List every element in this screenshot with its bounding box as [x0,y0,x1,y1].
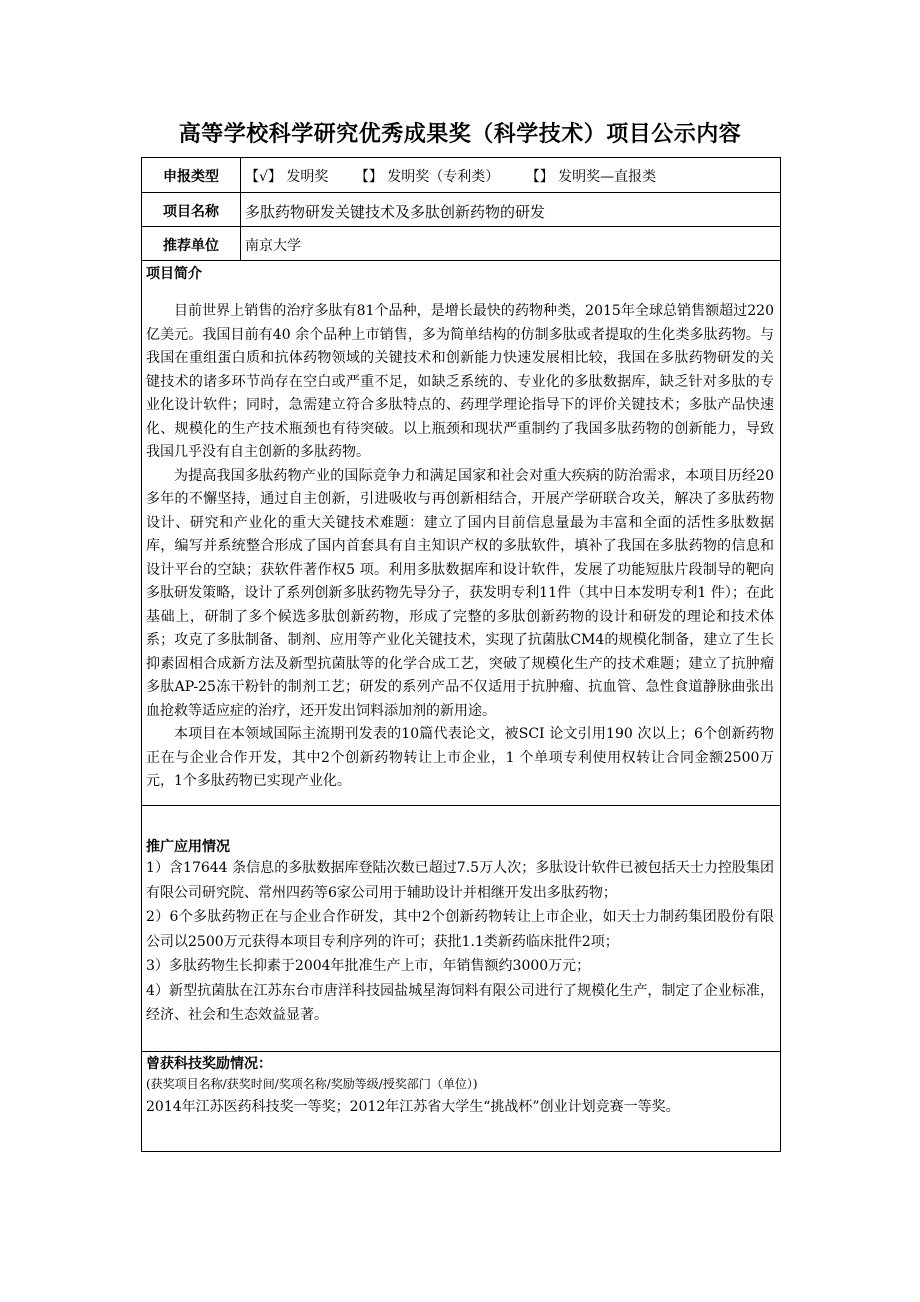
row-divider [141,1051,780,1052]
option-invention-patent[interactable]: 【】 发明奖（专利类） [354,169,500,185]
project-name-value: 多肽药物研发关键技术及多肽创新药物的研发 [245,203,546,221]
intro-heading: 项目简介 [146,266,202,282]
application-item: 3）多肽药物生长抑素于2004年批准生产上市，年销售额约3000万元； [146,958,591,974]
application-item: 1）含17644 条信息的多肽数据库登陆次数已超过7.5万人次；多肽设计软件已被包括天士力控股集团有限公司研究院、常州四药等6家公司用于辅助设计并相继开发出多肽药物； [146,860,774,901]
intro-paragraph: 目前世界上销售的治疗多肽有81个品种，是增长最快的药物种类，2015年全球总销售额超过220亿美元。我国目前有40 余个品种上市销售，多为简单结构的仿制多肽或者提取的生化类多肽药物。与我国在重组蛋白质和抗体药物领域的关键技术和创新能力快速发展相比较，我国在多肽药物研发的关键技术的诸多环节尚存在空白或严重不足，如缺乏系统的、专业化的多肽数据库，缺乏针对多肽的专业化设计软件；同时，急需建立符合多肽特点的、药理学理论指导下的评价关键技术；多肽产品快速化、规模化的生产技术瓶颈也有待突破。以上瓶颈和现状严重制约了我国多肽药物的创新能力，导致我国几乎没有自主创新的多肽药物。 [146,303,774,460]
awards-text: 2014年江苏医药科技奖一等奖；2012年江苏省大学生“挑战杯”创业计划竞赛一等奖。 [146,1099,680,1115]
recommend-unit-label: 推荐单位 [163,238,219,254]
declare-type-options [245,166,678,186]
row-divider [141,192,780,193]
row-divider [141,805,780,806]
intro-paragraph: 为提高我国多肽药物产业的国际竞争力和满足国家和社会对重大疾病的防治需求，本项目历经20多年的不懈坚持，通过自主创新，引进吸收与再创新相结合，开展产学研联合攻关，解决了多肽药物设计、研究和产业化的重大关键技术难题：建立了国内目前信息量最为丰富和全面的活性多肽数据库，编写并系统整合形成了国内首套具有自主知识产权的多肽软件，填补了我国在多肽药物的信息和设计平台的空缺；获软件著作权5 项。利用多肽数据库和设计软件，发展了功能短肽片段制导的靶向多肽研发策略，设计了系列创新多肽药物先导分子，获发明专利11件（其中日本发明专利1 件）；在此基础上，研制了多个候选多肽创新药物，形成了完整的多肽创新药物的设计和研发的理论和技术体系；攻克了多肽制备、制剂、应用等产业化关键技术，实现了抗菌肽CM4的规模化制备，建立了生长抑素固相合成新方法及新型抗菌肽等的化学合成工艺，突破了规模化生产的技术难题；建立了抗肿瘤多肽AP-25冻干粉针的制剂工艺；研发的系列产品不仅适用于抗肿瘤、抗血管、急性食道静脉曲张出血抢救等适应症的治疗，还开发出饲料添加剂的新用途。 [146,467,774,719]
awards-note: (获奖项目名称/获奖时间/奖项名称/奖励等级/授奖部门（单位）) [146,1077,478,1091]
intro-paragraph: 本项目在本领域国际主流期刊发表的10篇代表论文，被SCI 论文引用190 次以上；6个创新药物正在与企业合作开发，其中2个创新药物转让上市企业，1 个单项专利使用权转让合同金额2500万元，1个多肽药物已实现产业化。 [146,726,774,789]
awards-heading: 曾获科技奖励情况： [146,1056,272,1072]
row-divider [141,226,780,227]
option-invention[interactable]: 【√】 发明奖 [245,169,329,185]
application-item: 2）6个多肽药物正在与企业合作研发，其中2个创新药物转让上市企业，如天士力制药集团股份有限公司以2500万元获得本项目专利序列的许可；获批1.1类新药临床批件2项； [146,909,774,950]
intro-body [146,300,774,794]
application-heading: 推广应用情况 [146,839,230,855]
project-name-label: 项目名称 [163,204,219,220]
application-item: 4）新型抗菌肽在江苏东台市唐洋科技园盐城星海饲料有限公司进行了规模化生产，制定了企业标准，经济、社会和生态效益显著。 [146,982,774,1023]
page-title: 高等学校科学研究优秀成果奖（科学技术）项目公示内容 [178,122,742,147]
declare-type-label: 申报类型 [163,169,219,185]
row-divider [141,260,780,261]
application-list [146,856,774,1028]
recommend-unit-value: 南京大学 [245,238,301,254]
option-invention-direct[interactable]: 【】 发明奖—直报类 [525,169,657,185]
